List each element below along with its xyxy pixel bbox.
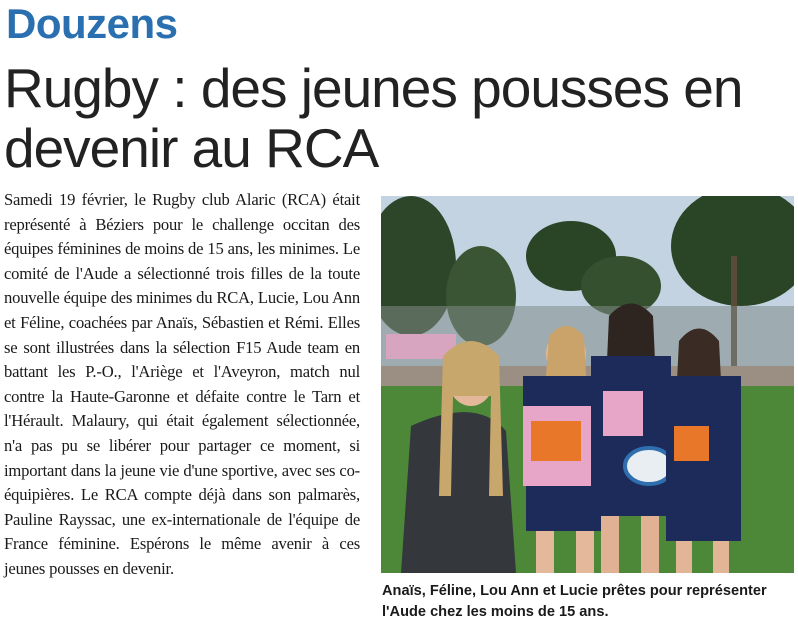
team-photo xyxy=(381,196,794,573)
article-body: Samedi 19 février, le Rugby club Alaric (RCA) était représenté à Béziers pour le challenge occitan des équipes féminines de moins de 15 ans, les minimes. Le comité de l'Aude a sélectionné trois filles de la toute nouvelle équipe des minimes du RCA, Lucie, Lou Ann et Féline, coachées par Anaïs, Sébastien et Rémi. Elles se sont illustrées dans la sélection F15 Aude team en battant les P.-O., l'Ariège et l'Aveyron, match nul contre la Haute-Garonne et défaite contre le Tarn et l'Hérault. Malaury, qui était également sélectionnée, n'a pas pu se libérer pour partager ce moment, si important dans la jeune vie d'une sportive, avec ses co-équipières. Le RCA compte déjà dans son palmarès, Pauline Rayssac, une ex-internationale de l'équipe de France féminine. Espérons le même avenir à ces jeunes pousses en devenir. xyxy=(4,190,360,578)
headline: Rugby : des jeunes pousses en devenir au RCA xyxy=(4,57,743,179)
team-photo-illustration xyxy=(381,196,794,573)
photo-caption: Anaïs, Féline, Lou Ann et Lucie prêtes pour représenter l'Aude chez les moins de 15 ans. xyxy=(382,583,767,620)
section-kicker: Douzens xyxy=(6,0,178,47)
